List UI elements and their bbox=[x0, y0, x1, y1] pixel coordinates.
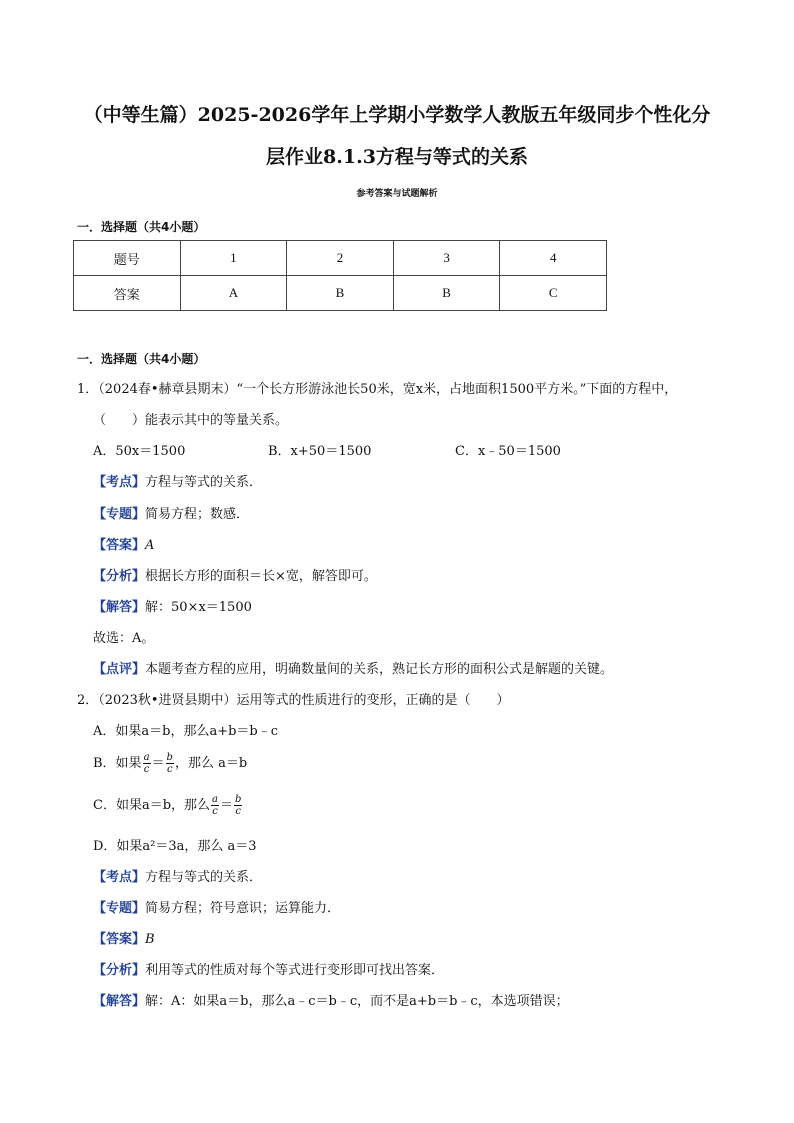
question-number-cell: 3 bbox=[393, 241, 500, 276]
fraction-a-over-c: $\frac{a}{c}$ bbox=[143, 752, 150, 775]
question-2-stem: 2．（2023秋•进贤县期中）运用等式的性质进行的变形，正确的是（ ） bbox=[77, 693, 510, 708]
document-subtitle: 参考答案与试题解析 bbox=[356, 189, 438, 199]
fraction-b-over-c: $\frac{b}{c}$ bbox=[166, 752, 173, 775]
document-title-line-1: （中等生篇）2025-2026学年上学期小学数学人教版五年级同步个性化分 bbox=[83, 104, 711, 126]
zhuanti-tag: 【专题】 bbox=[93, 507, 146, 522]
kaodian-tag: 【考点】 bbox=[93, 475, 146, 490]
question-1-kaodian bbox=[93, 474, 262, 492]
question-1-stem-line-2: （ ）能表示其中的等量关系。 bbox=[93, 413, 289, 428]
dianping-text: 本题考查方程的应用，明确数量间的关系，熟记长方形的面积公式是解题的关键。 bbox=[145, 662, 614, 677]
jieda-tag: 【解答】 bbox=[93, 600, 146, 615]
question-2-option-c bbox=[93, 794, 243, 817]
answer-table bbox=[73, 240, 607, 311]
question-1-zhuanti bbox=[93, 506, 249, 524]
question-1-dianping bbox=[93, 661, 613, 679]
table-header-label: 题号 bbox=[74, 241, 181, 276]
question-2-fenxi bbox=[93, 962, 444, 980]
jieda-text: 解：50×x＝1500 bbox=[145, 600, 252, 615]
question-1-fenxi bbox=[93, 568, 377, 586]
dianping-tag: 【点评】 bbox=[93, 662, 146, 677]
zhuanti-text: 简易方程；数感． bbox=[145, 507, 250, 522]
fenxi-text: 利用等式的性质对每个等式进行变形即可找出答案． bbox=[145, 963, 445, 978]
daan-text: A bbox=[145, 538, 155, 553]
daan-text: B bbox=[145, 932, 155, 947]
answer-cell: B bbox=[393, 276, 500, 311]
question-1-daan bbox=[93, 537, 154, 555]
question-1-jieda bbox=[93, 599, 252, 617]
question-1-option-a: A．50x＝1500 bbox=[93, 444, 186, 459]
question-2-kaodian bbox=[93, 869, 262, 887]
section-heading-answers: 一．选择题（共4小题） bbox=[77, 220, 206, 234]
fenxi-tag: 【分析】 bbox=[93, 963, 146, 978]
question-1-option-b: B．x+50＝1500 bbox=[268, 444, 372, 459]
answer-cell: B bbox=[287, 276, 394, 311]
question-1-guxuan: 故选：A。 bbox=[93, 631, 155, 646]
question-2-jieda bbox=[93, 993, 569, 1011]
section-heading-questions: 一．选择题（共4小题） bbox=[77, 352, 206, 366]
question-2-option-a: A．如果a＝b，那么a+b＝b﹣c bbox=[93, 724, 279, 739]
question-2-daan bbox=[93, 931, 155, 949]
option-c-prefix: C．如果a＝b，那么 bbox=[93, 798, 211, 813]
fraction-b-over-c: $\frac{b}{c}$ bbox=[235, 794, 242, 817]
question-2-zhuanti bbox=[93, 900, 340, 918]
answer-cell: C bbox=[500, 276, 607, 311]
daan-tag: 【答案】 bbox=[93, 932, 146, 947]
equals-sign: ＝ bbox=[151, 756, 165, 771]
question-1-stem-line-1: 1．（2024春•赫章县期末）“一个长方形游泳池长50米，宽x米，占地面积1500平方米。”下面的方程中， bbox=[77, 382, 678, 397]
jieda-text: 解：A：如果a＝b，那么a﹣c＝b﹣c，而不是a+b＝b﹣c，本选项错误； bbox=[145, 994, 569, 1009]
fenxi-tag: 【分析】 bbox=[93, 569, 146, 584]
table-answer-label: 答案 bbox=[74, 276, 181, 311]
question-number-cell: 4 bbox=[500, 241, 607, 276]
answer-cell: A bbox=[180, 276, 287, 311]
option-b-prefix: B．如果 bbox=[93, 756, 142, 771]
fenxi-text: 根据长方形的面积＝长×宽，解答即可。 bbox=[145, 569, 377, 584]
answer-table-number-row bbox=[74, 241, 607, 276]
question-2-option-d: D．如果a²＝3a，那么 a＝3 bbox=[93, 839, 257, 854]
equals-sign: ＝ bbox=[220, 798, 234, 813]
kaodian-tag: 【考点】 bbox=[93, 870, 146, 885]
zhuanti-text: 简易方程；符号意识；运算能力． bbox=[145, 901, 341, 916]
question-2-option-b bbox=[93, 752, 247, 775]
question-number-cell: 2 bbox=[287, 241, 394, 276]
daan-tag: 【答案】 bbox=[93, 538, 146, 553]
fraction-a-over-c: $\frac{a}{c}$ bbox=[212, 794, 218, 817]
jieda-tag: 【解答】 bbox=[93, 994, 146, 1009]
kaodian-text: 方程与等式的关系． bbox=[145, 475, 263, 490]
question-1-option-c: C．x﹣50＝1500 bbox=[455, 444, 561, 459]
kaodian-text: 方程与等式的关系． bbox=[145, 870, 263, 885]
zhuanti-tag: 【专题】 bbox=[93, 901, 146, 916]
option-b-suffix: ，那么 a＝b bbox=[174, 756, 248, 771]
answer-table-answer-row bbox=[74, 276, 607, 311]
document-title-line-2: 层作业8.1.3方程与等式的关系 bbox=[266, 146, 528, 168]
question-number-cell: 1 bbox=[180, 241, 287, 276]
